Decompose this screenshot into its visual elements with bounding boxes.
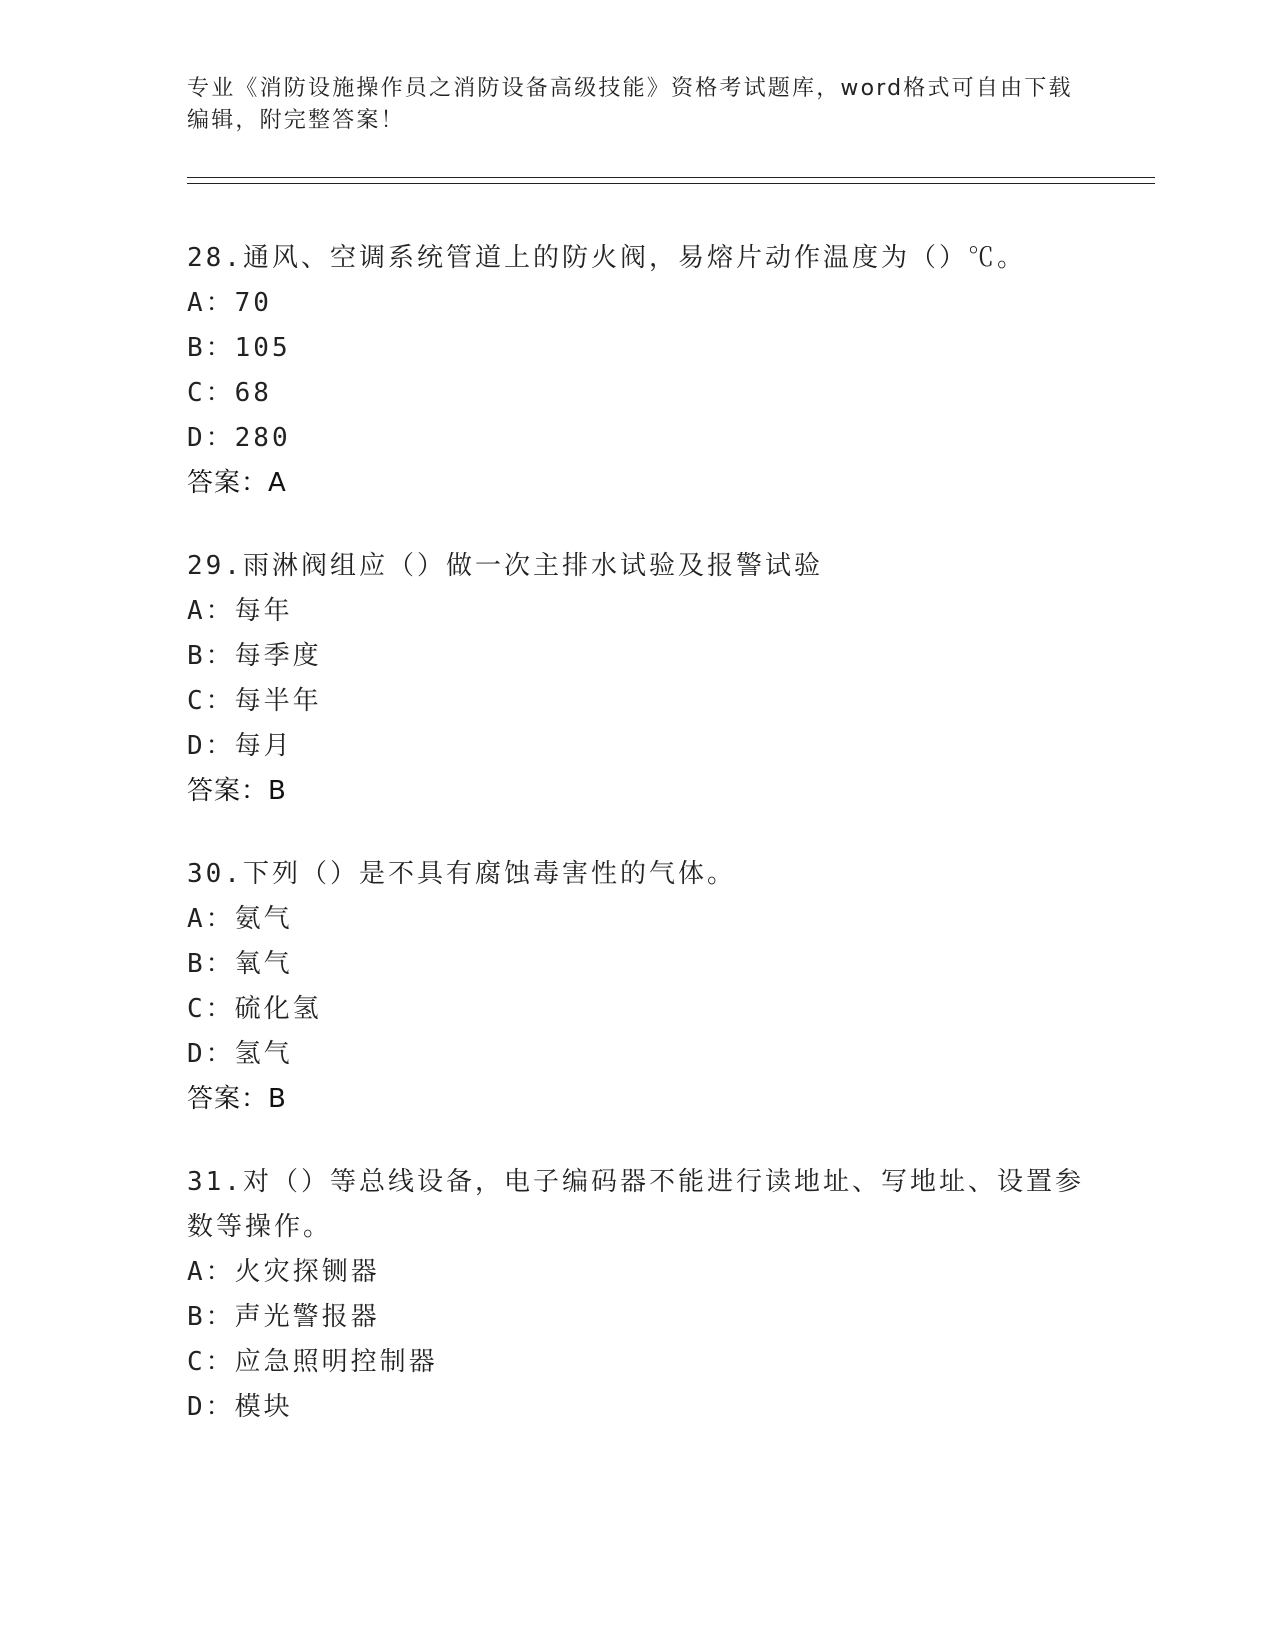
- option-text: 每季度: [234, 641, 322, 671]
- option-key: A：: [187, 904, 235, 934]
- option-text: 68: [234, 378, 272, 408]
- answer-line: 答案：B: [187, 1084, 287, 1114]
- option-text: 模块: [234, 1392, 293, 1422]
- option-key: A：: [187, 288, 235, 318]
- option-key: D：: [187, 731, 235, 761]
- option-c: [187, 1340, 1087, 1385]
- question-list: [187, 236, 1087, 1468]
- option-text: 氧气: [234, 949, 293, 979]
- option-b: [187, 1295, 1087, 1340]
- option-key: C：: [187, 378, 235, 408]
- option-text: 105: [234, 333, 291, 363]
- option-d: [187, 1032, 1087, 1077]
- option-key: D：: [187, 423, 235, 453]
- option-text: 应急照明控制器: [234, 1347, 438, 1377]
- question-29: [187, 544, 1087, 814]
- question-stem: 30.下列（）是不具有腐蚀毒害性的气体。: [187, 859, 736, 889]
- option-text: 氨气: [234, 904, 293, 934]
- option-text: 280: [234, 423, 291, 453]
- option-key: D：: [187, 1392, 235, 1422]
- answer-line: 答案：B: [187, 776, 287, 806]
- question-31: [187, 1160, 1087, 1430]
- option-d: [187, 724, 1087, 769]
- document-header: 专业《消防设施操作员之消防设备高级技能》资格考试题库，word格式可自由下载编辑，附完整答案！: [187, 76, 1073, 133]
- option-a: [187, 281, 1087, 326]
- option-text: 火灾探铡器: [234, 1257, 380, 1287]
- option-c: [187, 679, 1087, 724]
- option-d: [187, 1385, 1087, 1430]
- option-key: A：: [187, 1257, 235, 1287]
- option-a: [187, 897, 1087, 942]
- header-divider-bottom: [187, 183, 1155, 184]
- option-key: C：: [187, 1347, 235, 1377]
- option-d: [187, 416, 1087, 461]
- option-text: 每年: [234, 596, 293, 626]
- option-a: [187, 589, 1087, 634]
- option-b: [187, 942, 1087, 987]
- question-stem: 31.对（）等总线设备，电子编码器不能进行读地址、写地址、设置参数等操作。: [187, 1167, 1084, 1242]
- question-28: [187, 236, 1087, 506]
- option-key: A：: [187, 596, 235, 626]
- header-divider-top: [187, 177, 1155, 178]
- option-text: 硫化氢: [234, 994, 322, 1024]
- option-key: D：: [187, 1039, 235, 1069]
- option-key: B：: [187, 949, 235, 979]
- option-key: C：: [187, 686, 235, 716]
- option-text: 70: [234, 288, 272, 318]
- question-stem: 29.雨淋阀组应（）做一次主排水试验及报警试验: [187, 551, 823, 581]
- option-text: 氢气: [234, 1039, 293, 1069]
- option-key: B：: [187, 641, 235, 671]
- option-c: [187, 987, 1087, 1032]
- option-b: [187, 634, 1087, 679]
- option-text: 每月: [234, 731, 293, 761]
- option-c: [187, 371, 1087, 416]
- option-text: 每半年: [234, 686, 322, 716]
- option-b: [187, 326, 1087, 371]
- option-text: 声光警报器: [234, 1302, 380, 1332]
- option-a: [187, 1250, 1087, 1295]
- option-key: B：: [187, 333, 235, 363]
- answer-line: 答案：A: [187, 468, 287, 498]
- option-key: B：: [187, 1302, 235, 1332]
- question-30: [187, 852, 1087, 1122]
- question-stem: 28.通风、空调系统管道上的防火阀，易熔片动作温度为（）℃。: [187, 243, 1026, 273]
- option-key: C：: [187, 994, 235, 1024]
